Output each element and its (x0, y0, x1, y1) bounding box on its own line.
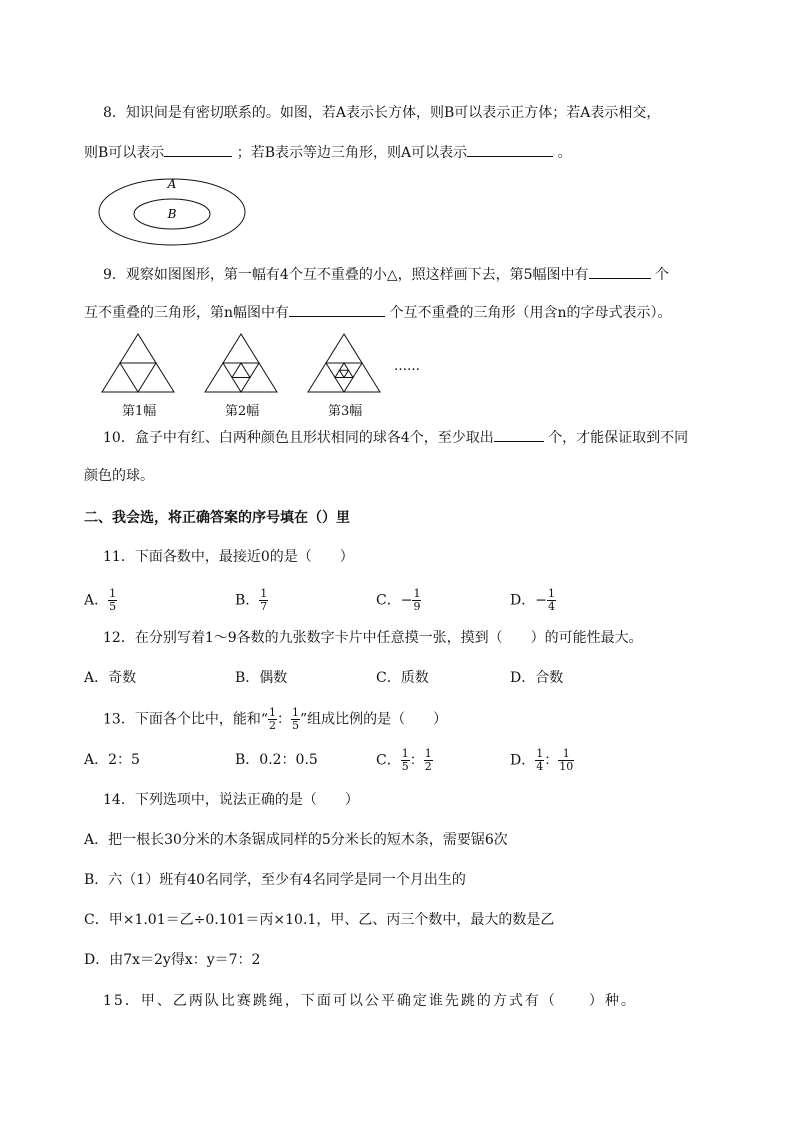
q13-option-a[interactable]: A．2：5 (84, 752, 140, 768)
q10-blank[interactable] (494, 427, 544, 442)
q9-blank-2[interactable] (289, 302, 385, 317)
q9-line2: 互不重叠的三角形，第n幅图中有 个互不重叠的三角形（用含n的字母式表示）。 (84, 302, 672, 323)
q11-option-d[interactable]: D．− $\frac{1}{4}$ (510, 587, 555, 613)
q14-option-c[interactable]: C．甲×1.01＝乙÷0.101＝丙×10.1，甲、乙、丙三个数中，最大的数是乙 (84, 912, 555, 928)
ellipsis: …… (394, 359, 420, 374)
q11-option-b[interactable]: B． $\frac{1}{7}$ (235, 587, 268, 613)
q12-option-a[interactable]: A．奇数 (84, 670, 137, 686)
q15-stem: 15．甲、乙两队比赛跳绳，下面可以公平确定谁先跳的方式有（ ）种。 (103, 993, 637, 1009)
q14-stem: 14．下列选项中，说法正确的是（ ） (103, 792, 359, 808)
q14-option-a[interactable]: A．把一根长30分米的木条锯成同样的5分米长的短木条，需要锯6次 (84, 832, 508, 848)
triangle-figure-3 (308, 334, 380, 392)
q10-line2: 颜色的球。 (84, 468, 154, 484)
q11-option-a[interactable]: A． $\frac{1}{5}$ (84, 587, 117, 613)
q13-stem: 13．下面各个比中，能和“ $\frac{1}{2}$ ： $\frac{1}{5}$ ”组成比例的是（ ） (103, 706, 448, 732)
q9-line1: 9．观察如图图形，第一幅有4个互不重叠的小△，照这样画下去，第5幅图中有 个 (103, 264, 669, 285)
caption-figure-3: 第3幅 (328, 404, 363, 419)
q10-line1: 10．盒子中有红、白两种颜色且形状相同的球各4个，至少取出 个，才能保证取到不同 (103, 427, 688, 448)
q9-blank-1[interactable] (589, 264, 651, 279)
q8-blank-2[interactable] (467, 142, 553, 157)
q12-option-c[interactable]: C．质数 (376, 670, 429, 686)
q12-option-b[interactable]: B．偶数 (235, 670, 288, 686)
q11-option-c[interactable]: C．− $\frac{1}{9}$ (376, 587, 421, 613)
q8-ellipse-diagram (96, 176, 248, 248)
q13-option-d[interactable]: D． $\frac{1}{4}$ ： $\frac{1}{10}$ (510, 747, 574, 773)
q14-option-b[interactable]: B．六（1）班有40名同学，至少有4名同学是同一个月出生的 (84, 872, 466, 888)
q8-line1: 8．知识间是有密切联系的。如图，若A表示长方体，则B可以表示正方体；若A表示相交， (103, 105, 661, 121)
q12-stem: 12．在分别写着1～9各数的九张数字卡片中任意摸一张，摸到（ ）的可能性最大。 (103, 630, 643, 646)
caption-figure-1: 第1幅 (122, 404, 157, 419)
q13-option-c[interactable]: C． $\frac{1}{5}$ ： $\frac{1}{2}$ (376, 747, 432, 773)
q14-option-d[interactable]: D．由7x＝2y得x：y＝7：2 (84, 952, 261, 968)
q13-option-b[interactable]: B．0.2：0.5 (235, 752, 318, 768)
q8-blank-1[interactable] (164, 142, 232, 157)
triangle-figure-1 (102, 334, 174, 392)
q12-option-d[interactable]: D．合数 (510, 670, 564, 686)
q9-triangle-figures (98, 332, 428, 396)
triangle-figure-2 (205, 334, 277, 392)
caption-figure-2: 第2幅 (225, 404, 260, 419)
label-B: B (167, 207, 177, 221)
q11-stem: 11．下面各数中，最接近0的是（ ） (103, 549, 354, 565)
section-2-title: 二、我会选，将正确答案的序号填在（）里 (84, 510, 350, 526)
label-A: A (167, 177, 177, 191)
q8-line2: 则B可以表示 ；若B表示等边三角形，则A可以表示 。 (84, 142, 572, 163)
